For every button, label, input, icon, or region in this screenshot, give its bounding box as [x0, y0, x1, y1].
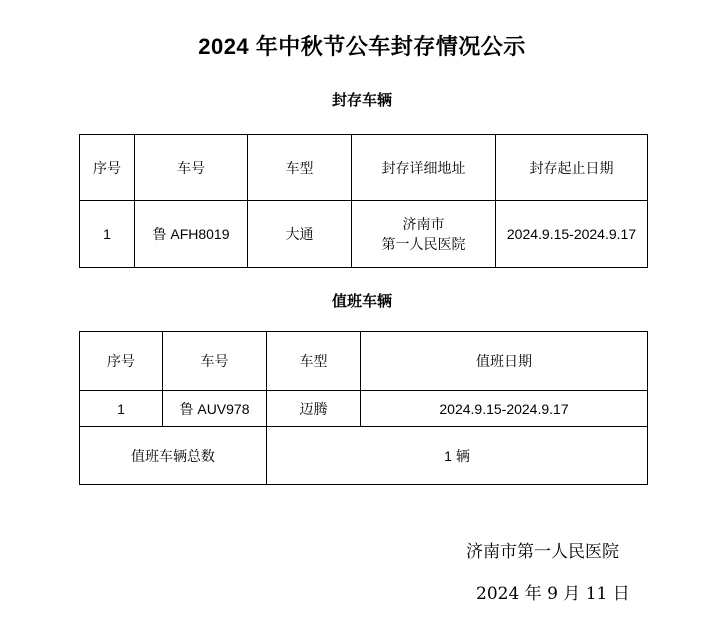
cell-no: 1 [80, 201, 135, 268]
signature-date: 2024 年 9 月 11 日 [476, 584, 630, 604]
address-line-1: 济南市 [402, 216, 445, 232]
cell-address [352, 201, 496, 268]
cell-plate: 鲁 AUV978 [163, 391, 267, 427]
cell-model: 大通 [248, 201, 352, 268]
sealed-vehicles-heading: 封存车辆 [331, 92, 392, 109]
cell-no: 1 [80, 391, 163, 427]
signature-organization: 济南市第一人民医院 [466, 542, 619, 562]
duty-vehicles-table [79, 331, 648, 485]
table-header-row [80, 332, 648, 391]
column-header-no: 序号 [80, 332, 163, 391]
column-header-address: 封存详细地址 [352, 135, 496, 201]
column-header-model: 车型 [267, 332, 361, 391]
table-header-row [80, 135, 648, 201]
cell-period: 2024.9.15-2024.9.17 [496, 201, 648, 268]
column-header-no: 序号 [80, 135, 135, 201]
page-title: 2024 年中秋节公车封存情况公示 [198, 34, 526, 59]
total-label: 值班车辆总数 [80, 427, 267, 485]
column-header-model: 车型 [248, 135, 352, 201]
total-row [80, 427, 648, 485]
cell-period: 2024.9.15-2024.9.17 [361, 391, 648, 427]
column-header-plate: 车号 [135, 135, 248, 201]
cell-model: 迈腾 [267, 391, 361, 427]
column-header-period: 封存起止日期 [496, 135, 648, 201]
column-header-duty-period: 值班日期 [361, 332, 648, 391]
table-row [80, 391, 648, 427]
sealed-vehicles-table [79, 134, 648, 268]
address-line-2: 第一人民医院 [381, 236, 466, 252]
total-value: 1 辆 [267, 427, 648, 485]
column-header-plate: 车号 [163, 332, 267, 391]
table-row [80, 201, 648, 268]
duty-vehicles-heading: 值班车辆 [331, 293, 392, 310]
cell-plate: 鲁 AFH8019 [135, 201, 248, 268]
